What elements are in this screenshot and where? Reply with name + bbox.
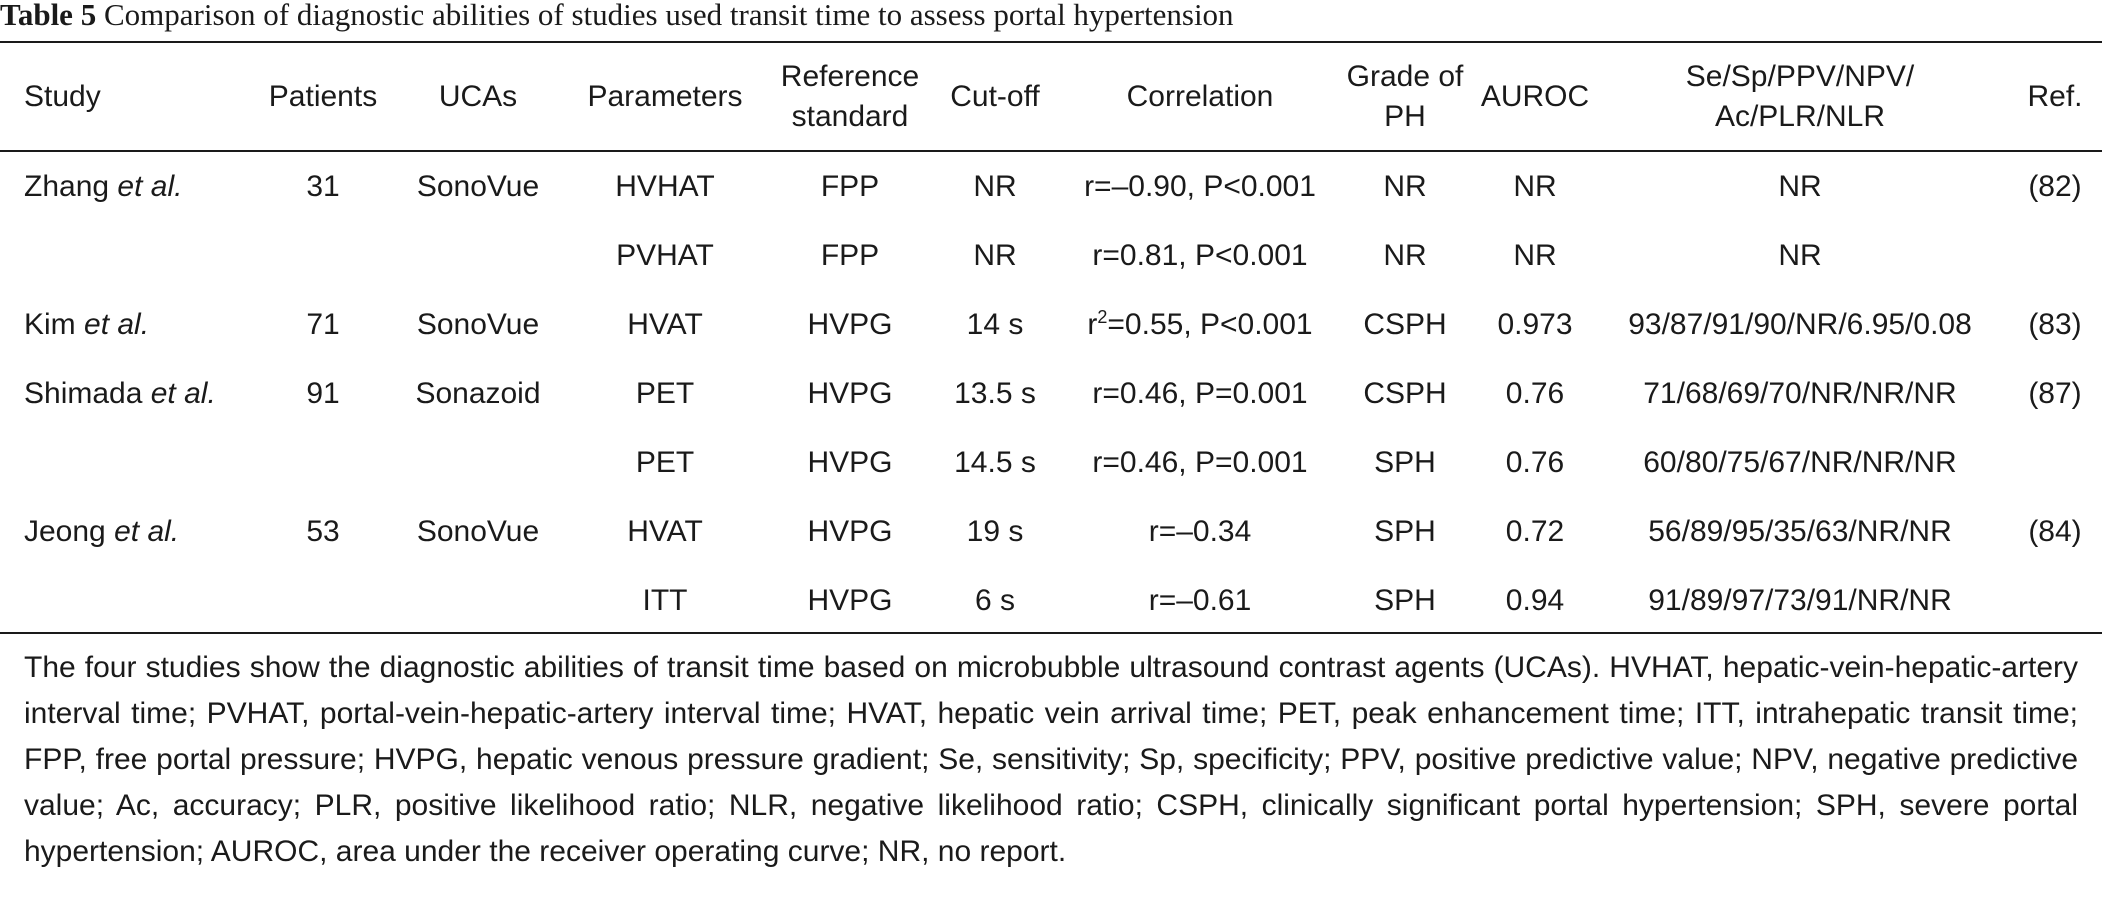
cutoff-cell: 13.5 s xyxy=(954,376,1036,410)
grade-cell: CSPH xyxy=(1363,376,1447,410)
table-row xyxy=(0,290,2102,359)
header-auroc: AUROC xyxy=(1480,79,1590,113)
cutoff-cell: NR xyxy=(973,238,1017,272)
header-correlation: Correlation xyxy=(1126,79,1274,113)
reference-cell: HVPG xyxy=(807,307,893,341)
table-row xyxy=(0,359,2102,428)
table-row xyxy=(0,152,2102,221)
header-metrics-line1: Se/Sp/PPV/NPV/ xyxy=(1685,59,1915,93)
header-patients: Patients xyxy=(268,79,378,113)
parameters-cell: HVAT xyxy=(627,307,703,341)
correlation-cell: r=0.81, P<0.001 xyxy=(1092,238,1308,272)
parameters-cell: PET xyxy=(635,445,695,479)
metrics-cell: NR xyxy=(1778,238,1822,272)
patients-cell: 31 xyxy=(306,169,340,203)
auroc-cell: 0.72 xyxy=(1505,514,1565,548)
table-title: Comparison of diagnostic abilities of studies used transit time to assess portal hypertension xyxy=(103,0,1234,32)
table-label: Table 5 xyxy=(0,0,97,32)
correlation-cell: $r^2=0.55$, P<0.001 xyxy=(1087,306,1313,341)
correlation-cell: r=–0.34 xyxy=(1148,514,1252,548)
metrics-cell: 71/68/69/70/NR/NR/NR xyxy=(1643,376,1957,410)
header-grade-line1: Grade of xyxy=(1346,59,1464,93)
table-row xyxy=(0,497,2102,566)
header-metrics-line2: Ac/PLR/NLR xyxy=(1714,99,1886,133)
reference-cell: FPP xyxy=(820,238,880,272)
ucas-cell xyxy=(398,221,558,290)
auroc-cell: 0.94 xyxy=(1505,583,1565,617)
grade-cell: NR xyxy=(1383,238,1427,272)
cutoff-cell: 19 s xyxy=(966,514,1024,548)
study-cell: Jeong et al. xyxy=(24,514,180,548)
reference-cell: FPP xyxy=(820,169,880,203)
header-ucas: UCAs xyxy=(438,79,518,113)
grade-cell: SPH xyxy=(1374,514,1436,548)
ref-cell xyxy=(2010,428,2100,497)
ref-cell: (84) xyxy=(2028,514,2082,548)
ucas-cell xyxy=(398,428,558,497)
cutoff-cell: 14.5 s xyxy=(954,445,1036,479)
study-cell: Kim et al. xyxy=(24,307,150,341)
patients-cell: 71 xyxy=(306,307,340,341)
reference-cell: HVPG xyxy=(807,583,893,617)
parameters-cell: HVHAT xyxy=(615,169,715,203)
patients-cell xyxy=(258,221,388,290)
patients-cell xyxy=(258,566,388,635)
auroc-cell: 0.973 xyxy=(1497,307,1573,341)
metrics-cell: 91/89/97/73/91/NR/NR xyxy=(1648,583,1952,617)
ucas-cell: SonoVue xyxy=(416,169,540,203)
patients-cell xyxy=(258,428,388,497)
reference-cell: HVPG xyxy=(807,445,893,479)
header-study: Study xyxy=(24,79,101,113)
header-metrics xyxy=(1580,43,2020,150)
table-row xyxy=(0,566,2102,635)
study-cell: Shimada et al. xyxy=(24,376,216,410)
header-cutoff: Cut-off xyxy=(950,79,1040,113)
study-cell xyxy=(24,566,254,635)
correlation-cell: r=0.46, P=0.001 xyxy=(1092,376,1308,410)
table-header-row xyxy=(0,43,2102,150)
grade-cell: CSPH xyxy=(1363,307,1447,341)
header-reference-line2: standard xyxy=(791,99,909,133)
table-caption xyxy=(0,0,1234,38)
parameters-cell: PET xyxy=(635,376,695,410)
ref-cell xyxy=(2010,221,2100,290)
header-reference-standard xyxy=(765,43,935,150)
auroc-cell: 0.76 xyxy=(1505,376,1565,410)
ref-cell: (83) xyxy=(2028,307,2082,341)
cutoff-cell: NR xyxy=(973,169,1017,203)
parameters-cell: ITT xyxy=(642,583,688,617)
grade-cell: SPH xyxy=(1374,445,1436,479)
metrics-cell: 56/89/95/35/63/NR/NR xyxy=(1648,514,1952,548)
header-reference-line1: Reference xyxy=(780,59,920,93)
ucas-cell: SonoVue xyxy=(416,307,540,341)
header-parameters: Parameters xyxy=(587,79,743,113)
auroc-cell: 0.76 xyxy=(1505,445,1565,479)
table-footnote: The four studies show the diagnostic abilities of transit time based on microbubble ultrasound contrast agents (UCAs). HVHAT, hepatic-vein-hepatic-artery interval time; PVHAT, portal-vein-hepatic-artery interval time; HVAT, hepatic vein arrival time; PET, peak enhancement time; ITT, intrahepatic transit time; FPP, free portal pressure; HVPG, hepatic venous pressure gradient; Se, sensitivity; Sp, specificity; PPV, positive predictive value; NPV, negative predictive value; Ac, accuracy; PLR, positive likelihood ratio; NLR, negative likelihood ratio; CSPH, clinically significant portal hypertension; SPH, severe portal hypertension; AUROC, area under the receiver operating curve; NR, no report. xyxy=(24,651,2078,868)
patients-cell: 53 xyxy=(306,514,340,548)
grade-cell: NR xyxy=(1383,169,1427,203)
auroc-cell: NR xyxy=(1513,169,1557,203)
study-cell xyxy=(24,428,254,497)
ref-cell: (87) xyxy=(2028,376,2082,410)
ucas-cell: SonoVue xyxy=(416,514,540,548)
metrics-cell: NR xyxy=(1778,169,1822,203)
study-cell: Zhang et al. xyxy=(24,169,183,203)
header-grade xyxy=(1335,43,1475,150)
header-ref: Ref. xyxy=(2027,79,2083,113)
reference-cell: HVPG xyxy=(807,376,893,410)
patients-cell: 91 xyxy=(306,376,340,410)
ucas-cell: Sonazoid xyxy=(415,376,541,410)
reference-cell: HVPG xyxy=(807,514,893,548)
correlation-cell: r=–0.61 xyxy=(1148,583,1252,617)
header-grade-line2: PH xyxy=(1384,99,1426,133)
metrics-cell: 60/80/75/67/NR/NR/NR xyxy=(1643,445,1957,479)
ucas-cell xyxy=(398,566,558,635)
grade-cell: SPH xyxy=(1374,583,1436,617)
study-cell xyxy=(24,221,254,290)
parameters-cell: HVAT xyxy=(627,514,703,548)
ref-cell: (82) xyxy=(2028,169,2082,203)
auroc-cell: NR xyxy=(1513,238,1557,272)
correlation-cell: r=0.46, P=0.001 xyxy=(1092,445,1308,479)
metrics-cell: 93/87/91/90/NR/6.95/0.08 xyxy=(1628,307,1972,341)
ref-cell xyxy=(2010,566,2100,635)
cutoff-cell: 6 s xyxy=(974,583,1016,617)
cutoff-cell: 14 s xyxy=(966,307,1024,341)
correlation-cell: r=–0.90, P<0.001 xyxy=(1084,169,1316,203)
table-row xyxy=(0,428,2102,497)
parameters-cell: PVHAT xyxy=(616,238,714,272)
table-row xyxy=(0,221,2102,290)
